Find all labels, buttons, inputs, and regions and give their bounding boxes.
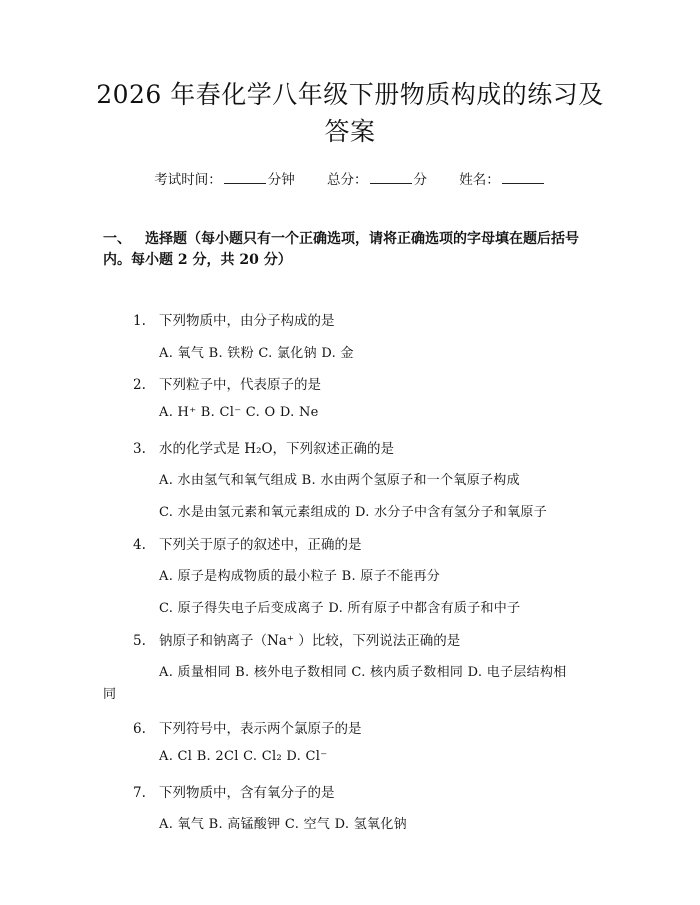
question-stem: 钠原子和钠离子（Na⁺ ）比较，下列说法正确的是 xyxy=(159,633,461,649)
question-stem: 下列粒子中，代表原子的是 xyxy=(159,377,321,393)
total-score-field xyxy=(327,172,431,188)
question-3 xyxy=(133,437,394,457)
total-score-unit: 分 xyxy=(413,172,427,188)
question-4 xyxy=(133,533,362,553)
exam-time-label: 考试时间： xyxy=(154,172,222,188)
page-title xyxy=(0,76,700,150)
question-number: 7. xyxy=(133,785,146,801)
section-number: 一、 xyxy=(103,231,131,247)
exam-time-blank xyxy=(224,171,266,184)
title-line-1: 2026 年春化学八年级下册物质构成的练习及 xyxy=(96,80,604,109)
question-number: 6. xyxy=(133,721,146,737)
question-number: 2. xyxy=(133,377,146,393)
question-4-options-line-1: A. 原子是构成物质的最小粒子 B. 原子不能再分 xyxy=(159,569,441,584)
section-instructions: 选择题（每小题只有一个正确选项，请将正确选项的字母填在题后括号内。每小题 2 分，共 20 分） xyxy=(103,231,579,268)
question-stem: 下列物质中，含有氧分子的是 xyxy=(159,785,335,801)
question-4-options-line-2: C. 原子得失电子后变成离子 D. 所有原子中都含有质子和中子 xyxy=(159,601,521,616)
question-stem: 水的化学式是 H₂O，下列叙述正确的是 xyxy=(159,441,395,457)
exam-time-unit: 分钟 xyxy=(267,172,295,188)
total-score-label: 总分： xyxy=(327,172,368,188)
exam-info-row xyxy=(0,168,700,188)
question-stem: 下列物质中，由分子构成的是 xyxy=(159,313,335,329)
question-number: 4. xyxy=(133,537,146,553)
name-blank xyxy=(502,171,544,184)
question-1 xyxy=(133,309,335,329)
question-7 xyxy=(133,781,335,801)
question-5 xyxy=(133,629,460,649)
question-stem: 下列关于原子的叙述中，正确的是 xyxy=(159,537,362,553)
question-3-options-line-1: A. 水由氢气和氧气组成 B. 水由两个氢原子和一个氧原子构成 xyxy=(159,473,520,488)
total-score-blank xyxy=(370,171,412,184)
section-heading xyxy=(103,229,603,271)
name-field xyxy=(459,172,546,188)
question-3-options-line-2: C. 水是由氢元素和氧元素组成的 D. 水分子中含有氢分子和氧原子 xyxy=(159,505,548,520)
title-line-2: 答案 xyxy=(324,117,376,146)
question-5-options-wrap: 同 xyxy=(103,687,117,702)
question-number: 3. xyxy=(133,441,146,457)
question-7-options-line-1: A. 氧气 B. 高锰酸钾 C. 空气 D. 氢氧化钠 xyxy=(159,817,407,832)
question-number: 1. xyxy=(133,313,146,329)
question-2 xyxy=(133,373,321,393)
question-5-options-line-1: A. 质量相同 B. 核外电子数相同 C. 核内质子数相同 D. 电子层结构相 xyxy=(159,665,567,680)
question-6-options-line-1: A. Cl B. 2Cl C. Cl₂ D. Cl⁻ xyxy=(159,749,328,764)
question-1-options-line-1: A. 氧气 B. 铁粉 C. 氯化钠 D. 金 xyxy=(159,346,354,361)
question-number: 5. xyxy=(133,633,146,649)
question-2-options-line-1: A. H⁺ B. Cl⁻ C. O D. Ne xyxy=(159,405,319,420)
name-label: 姓名： xyxy=(459,172,500,188)
exam-time-field xyxy=(154,172,299,188)
question-stem: 下列符号中，表示两个氯原子的是 xyxy=(159,721,362,737)
question-6 xyxy=(133,717,362,737)
